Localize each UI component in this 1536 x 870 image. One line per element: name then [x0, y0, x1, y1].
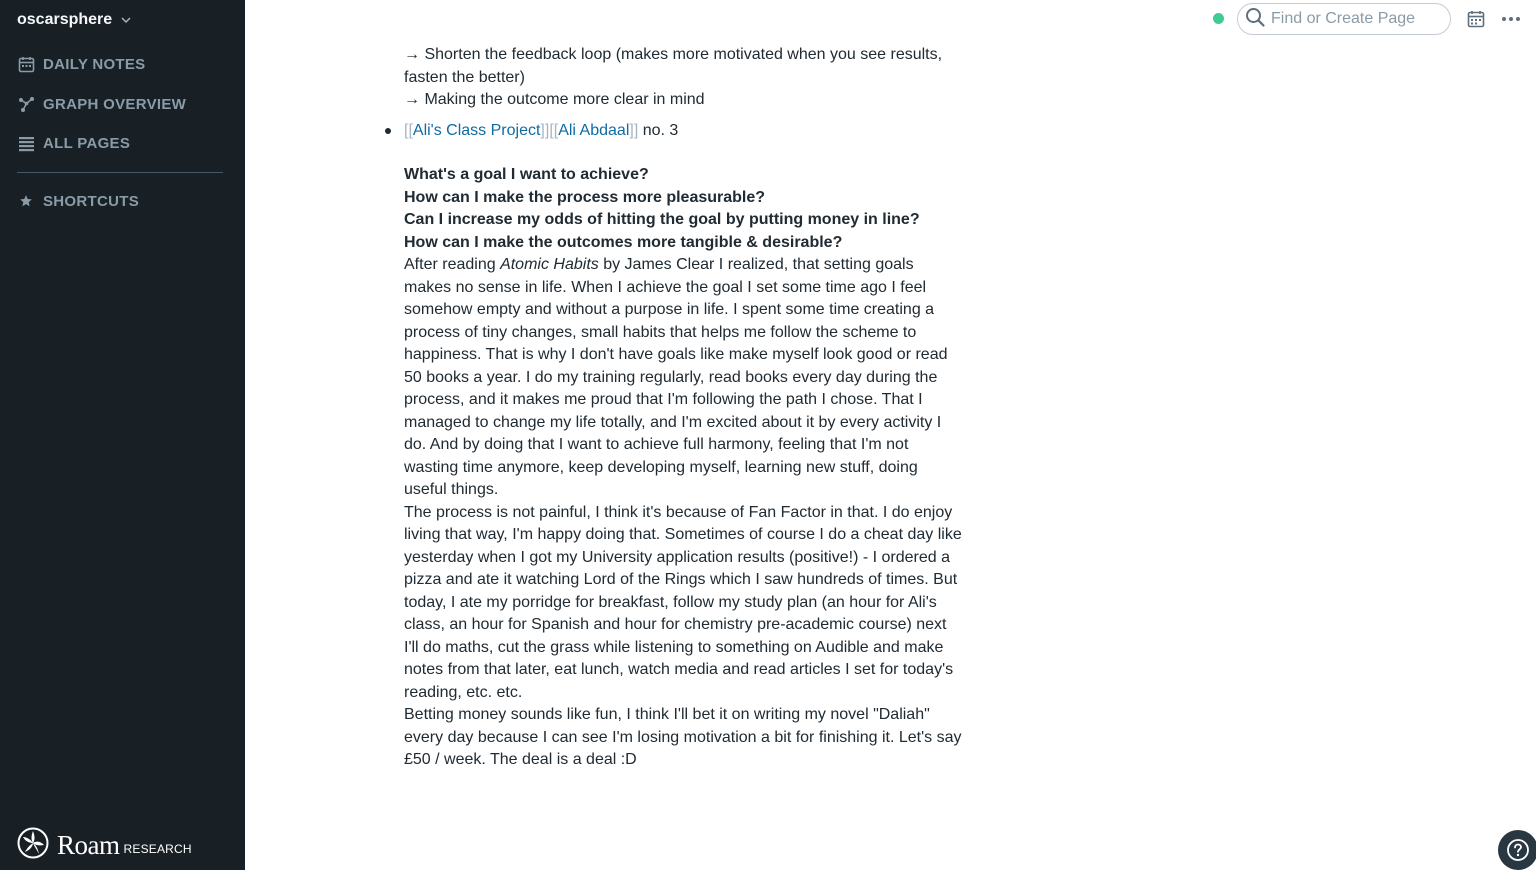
roam-research-logo: [17, 828, 192, 862]
calendar-icon: [17, 55, 35, 73]
paragraph-block[interactable]: Betting money sounds like fun, I think I'll bet it on writing my novel "Daliah" every day because I can see I'm losing motivation a bit for finishing it. Let's say £50 / week. The deal is a deal :D: [404, 706, 962, 768]
graph-icon: [17, 95, 35, 113]
chevron-down-icon: [120, 14, 132, 26]
bullet-block[interactable]: [404, 120, 964, 143]
link-bracket-close: ]]: [629, 121, 639, 139]
more-options-button[interactable]: [1500, 8, 1522, 30]
logo-word: Roam: [57, 829, 120, 860]
more-icon: [1501, 16, 1521, 22]
block-text[interactable]: → Shorten the feedback loop (makes more motivated when you see results, fasten the better): [404, 46, 943, 86]
page-link-ali-abdaal[interactable]: Ali Abdaal: [558, 121, 630, 139]
bullet-icon[interactable]: [385, 128, 391, 134]
questions-block[interactable]: [404, 164, 964, 254]
question-text: How can I make the process more pleasurable?: [404, 188, 766, 206]
link-bracket-open: [[: [404, 121, 413, 139]
block-text[interactable]: → Making the outcome more clear in mind: [404, 91, 705, 108]
roam-logo-icon: [17, 827, 49, 864]
graph-name-label: oscarsphere: [17, 11, 113, 28]
paragraph-text: After reading: [404, 256, 501, 273]
sidebar-item-graph-overview[interactable]: [17, 92, 186, 116]
logo-suffix: RESEARCH: [123, 842, 192, 856]
search-container[interactable]: [1237, 3, 1451, 35]
sidebar-item-label: GRAPH OVERVIEW: [43, 95, 187, 113]
left-sidebar: [0, 0, 245, 870]
sidebar-item-daily-notes[interactable]: [17, 52, 146, 76]
sidebar-item-label: DAILY NOTES: [43, 55, 146, 73]
graph-switcher[interactable]: [17, 9, 132, 31]
question-text: How can I make the outcomes more tangible & desirable?: [404, 233, 843, 251]
help-button[interactable]: [1498, 830, 1536, 870]
star-icon: [17, 192, 35, 210]
page-link-alis-class-project[interactable]: Ali's Class Project: [412, 121, 541, 139]
book-title: Atomic Habits: [500, 256, 599, 273]
page-content: [404, 44, 964, 772]
paragraph-block[interactable]: The process is not painful, I think it's because of Fan Factor in that. I do enjoy living that way, I'm happy doing that. Sometimes of course I do a cheat day like yesterday when I got my University application results (positive!) - I ordered a pizza and ate it watching Lord of the Rings which I saw hundreds of times. But today, I ate my porridge for breakfast, follow my study plan (an hour for Ali's class, an hour for Spanish and hour for chemistry pre-academic course) next I'll do maths, cut the grass while listening to something on Audible and make notes from that later, eat lunch, watch media and read articles I set for today's reading, etc. etc.: [404, 503, 962, 701]
sync-status-indicator: [1213, 13, 1224, 24]
sidebar-item-all-pages[interactable]: [17, 131, 130, 155]
search-icon: [1245, 7, 1265, 32]
sidebar-item-label: ALL PAGES: [43, 134, 131, 152]
daily-notes-calendar-button[interactable]: [1465, 8, 1487, 30]
shortcuts-label: SHORTCUTS: [43, 192, 140, 210]
sidebar-divider: [17, 172, 223, 173]
list-icon: [17, 134, 35, 152]
paragraph-text: by James Clear I realized, that setting goals makes no sense in life. When I achieve the goal I set some time ago I feel somehow empty and without a purpose in life. I spent some time creating a process of tiny changes, small habits that helps me follow the scheme to happiness. That is why I don't have goals like make myself look good or read 50 books a year. I do my training regularly, read books every day during the process, and it makes me proud that I'm following the path I chose. That I managed to change my life totally, and I'm excited about it by every activity I do. And by doing that I want to achieve full harmony, feeling that I'm not wasting time anymore, keep developing myself, learning new stuff, doing useful things.: [404, 256, 948, 498]
paragraph-block[interactable]: [404, 254, 964, 502]
block-text: no. 3: [638, 121, 679, 139]
sidebar-shortcuts-header: [17, 189, 139, 213]
question-text: Can I increase my odds of hitting the goal by putting money in line?: [404, 211, 920, 228]
search-input[interactable]: [1271, 10, 1446, 28]
question-text: What's a goal I want to achieve?: [404, 166, 649, 183]
link-bracket-open: [[: [549, 121, 559, 139]
link-bracket-close: ]]: [540, 121, 550, 139]
help-icon: [1507, 839, 1529, 861]
calendar-icon: [1467, 10, 1485, 28]
